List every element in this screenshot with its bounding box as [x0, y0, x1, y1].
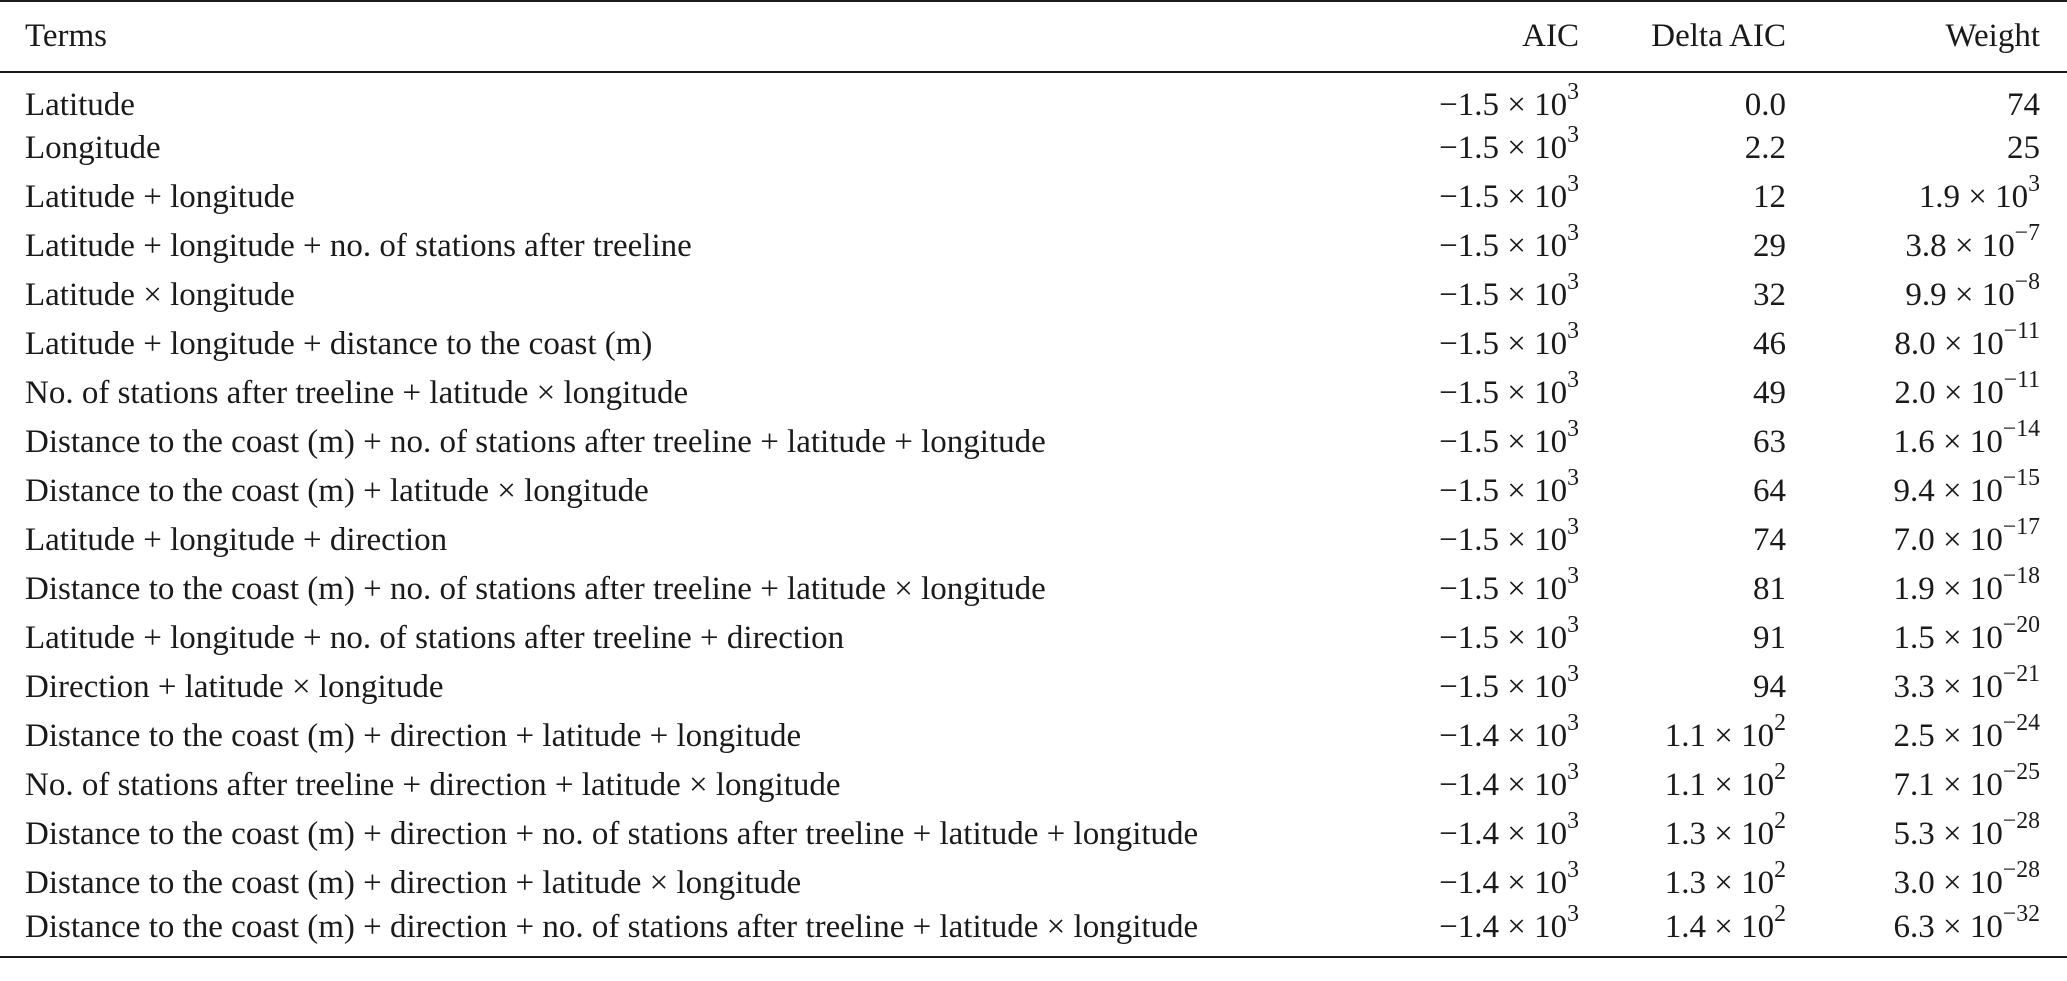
table-row: [0, 467, 2067, 516]
cell-aic-exponent: 3: [1567, 514, 1579, 541]
cell-weight-exponent: −28: [2002, 857, 2040, 884]
cell-delta-aic: [1609, 565, 1816, 614]
header-terms: Terms: [0, 1, 1377, 72]
cell-terms: Latitude + longitude + no. of stations after treeline: [25, 228, 692, 264]
cell-weight-exponent: −14: [2002, 416, 2040, 443]
cell-delta-aic-exponent: 2: [1774, 759, 1786, 786]
cell-aic-mantissa: −1.4 × 10: [1439, 718, 1568, 754]
cell-terms: Latitude + longitude + no. of stations after treeline + direction: [25, 620, 845, 656]
cell-delta-aic-mantissa: 32: [1753, 277, 1786, 313]
table-row: [0, 810, 2067, 859]
cell-aic: [1377, 614, 1609, 663]
cell-delta-aic: [1609, 418, 1816, 467]
cell-weight: [1816, 467, 2067, 516]
cell-weight-exponent: −11: [2003, 367, 2040, 394]
cell-aic-mantissa: −1.5 × 10: [1439, 620, 1568, 656]
cell-aic: [1377, 516, 1609, 565]
header-weight: Weight: [1816, 1, 2067, 72]
cell-terms: Distance to the coast (m) + direction + no. of stations after treeline + latitude × longitude: [0, 908, 1377, 957]
cell-delta-aic: [1609, 810, 1816, 859]
cell-delta-aic-mantissa: 81: [1753, 571, 1786, 607]
cell-delta-aic-mantissa: 91: [1753, 620, 1786, 656]
cell-delta-aic: [1609, 614, 1816, 663]
cell-weight-mantissa: 8.0 × 10: [1894, 326, 2004, 362]
cell-delta-aic-mantissa: 74: [1753, 522, 1786, 558]
table-row: [0, 173, 2067, 222]
cell-aic-mantissa: −1.5 × 10: [1439, 87, 1568, 123]
cell-aic-mantissa: −1.4 × 10: [1439, 767, 1568, 803]
cell-terms: No. of stations after treeline + latitude × longitude: [25, 375, 689, 411]
cell-delta-aic-mantissa: 94: [1753, 669, 1786, 705]
cell-aic-exponent: 3: [1567, 171, 1579, 198]
cell-aic-exponent: 3: [1567, 710, 1579, 737]
cell-delta-aic-mantissa: 1.1 × 10: [1664, 718, 1775, 754]
cell-delta-aic: [1609, 173, 1816, 222]
table-row: [0, 72, 2067, 124]
cell-aic-exponent: 3: [1567, 269, 1579, 296]
cell-aic-exponent: 3: [1567, 367, 1579, 394]
cell-delta-aic-mantissa: 64: [1753, 473, 1786, 509]
cell-delta-aic-exponent: 2: [1774, 710, 1786, 737]
cell-weight-exponent: −32: [2002, 900, 2040, 927]
cell-aic-mantissa: −1.5 × 10: [1439, 571, 1568, 607]
cell-weight-mantissa: 25: [2007, 130, 2040, 166]
cell-aic-mantissa: −1.5 × 10: [1439, 130, 1568, 166]
cell-weight-exponent: −17: [2002, 514, 2040, 541]
cell-aic-exponent: 3: [1567, 318, 1579, 345]
table-row: [0, 859, 2067, 908]
table-row: [0, 565, 2067, 614]
cell-aic: [1377, 467, 1609, 516]
cell-weight-exponent: −20: [2002, 612, 2040, 639]
cell-delta-aic-exponent: 2: [1774, 808, 1786, 835]
cell-weight: [1816, 712, 2067, 761]
cell-terms: Distance to the coast (m) + no. of stations after treeline + latitude + longitude: [25, 424, 1046, 460]
cell-terms: Latitude × longitude: [25, 277, 295, 313]
cell-aic-exponent: 3: [1567, 220, 1579, 247]
cell-delta-aic-mantissa: 1.3 × 10: [1664, 816, 1775, 852]
cell-aic: [1377, 222, 1609, 271]
cell-terms: Latitude: [25, 87, 135, 123]
cell-aic-exponent: 3: [1567, 122, 1579, 149]
cell-terms: Distance to the coast (m) + latitude × longitude: [25, 473, 649, 509]
cell-weight: [1816, 614, 2067, 663]
cell-delta-aic: [1609, 320, 1816, 369]
header-row: [0, 1, 2067, 72]
cell-aic-mantissa: −1.5 × 10: [1439, 522, 1568, 558]
cell-weight: [1816, 418, 2067, 467]
table-row: [0, 908, 2067, 957]
table-row: [0, 761, 2067, 810]
cell-weight-exponent: −25: [2002, 759, 2040, 786]
cell-delta-aic: [1609, 900, 1816, 957]
cell-weight-mantissa: 3.8 × 10: [1905, 228, 2015, 264]
cell-delta-aic: [1609, 761, 1816, 810]
cell-delta-aic-mantissa: 2.2: [1744, 130, 1786, 166]
cell-terms: Latitude + longitude: [25, 179, 295, 215]
table-header: [0, 1, 2067, 72]
cell-delta-aic-mantissa: 0.0: [1744, 87, 1786, 123]
cell-weight-exponent: −7: [2014, 220, 2040, 247]
cell-weight-mantissa: 1.6 × 10: [1893, 424, 2003, 460]
cell-aic-exponent: 3: [1567, 465, 1579, 492]
cell-weight-exponent: −11: [2003, 318, 2040, 345]
cell-aic-mantissa: −1.5 × 10: [1439, 326, 1568, 362]
cell-weight: [1816, 761, 2067, 810]
cell-weight-exponent: −18: [2002, 563, 2040, 590]
cell-aic-exponent: 3: [1567, 612, 1579, 639]
table-body: [0, 72, 2067, 957]
cell-aic-mantissa: −1.5 × 10: [1439, 669, 1568, 705]
cell-aic: [1377, 810, 1609, 859]
cell-delta-aic-mantissa: 1.3 × 10: [1664, 865, 1775, 901]
table-row: [0, 663, 2067, 712]
cell-delta-aic-exponent: 2: [1774, 857, 1786, 884]
cell-weight-mantissa: 1.9 × 10: [1918, 179, 2029, 215]
cell-weight-mantissa: 7.0 × 10: [1893, 522, 2003, 558]
cell-weight: [1816, 320, 2067, 369]
cell-aic: [1377, 663, 1609, 712]
cell-terms: Distance to the coast (m) + direction + no. of stations after treeline + latitude + longitude: [25, 816, 1199, 852]
cell-weight: [1816, 173, 2067, 222]
table-row: [0, 614, 2067, 663]
cell-weight: [1816, 516, 2067, 565]
cell-weight-mantissa: 6.3 × 10: [1893, 908, 2003, 945]
cell-aic: [1377, 712, 1609, 761]
cell-terms: Longitude: [25, 130, 161, 166]
cell-terms: Direction + latitude × longitude: [25, 669, 444, 705]
cell-weight-mantissa: 1.5 × 10: [1893, 620, 2003, 656]
cell-weight-mantissa: 1.9 × 10: [1893, 571, 2003, 607]
cell-weight: [1816, 124, 2067, 173]
cell-delta-aic: [1609, 467, 1816, 516]
header-delta-aic: Delta AIC: [1609, 1, 1816, 72]
cell-aic: [1377, 761, 1609, 810]
cell-terms: Distance to the coast (m) + direction + latitude + longitude: [25, 718, 802, 754]
cell-aic: [1377, 271, 1609, 320]
cell-weight-exponent: −8: [2014, 269, 2040, 296]
cell-aic: [1377, 72, 1609, 124]
cell-aic: [1377, 565, 1609, 614]
table-row: [0, 320, 2067, 369]
cell-terms: Distance to the coast (m) + no. of stations after treeline + latitude × longitude: [25, 571, 1046, 607]
cell-delta-aic-mantissa: 46: [1753, 326, 1786, 362]
cell-aic-mantissa: −1.5 × 10: [1439, 473, 1568, 509]
cell-weight-mantissa: 9.9 × 10: [1905, 277, 2015, 313]
cell-delta-aic: [1609, 516, 1816, 565]
cell-weight-mantissa: 3.3 × 10: [1893, 669, 2003, 705]
cell-weight-exponent: −24: [2002, 710, 2040, 737]
cell-aic-exponent: 3: [1567, 900, 1579, 927]
cell-aic: [1377, 320, 1609, 369]
cell-aic-exponent: 3: [1567, 857, 1579, 884]
cell-aic-mantissa: −1.5 × 10: [1439, 424, 1568, 460]
cell-delta-aic-exponent: 2: [1774, 900, 1786, 927]
cell-delta-aic: [1609, 271, 1816, 320]
cell-delta-aic: [1609, 222, 1816, 271]
cell-aic-mantissa: −1.5 × 10: [1439, 228, 1568, 264]
cell-weight-mantissa: 74: [2007, 87, 2040, 123]
cell-delta-aic-mantissa: 49: [1753, 375, 1786, 411]
cell-delta-aic: [1609, 72, 1816, 124]
table-row: [0, 418, 2067, 467]
cell-aic-exponent: 3: [1567, 808, 1579, 835]
cell-weight-exponent: −28: [2002, 808, 2040, 835]
cell-weight-mantissa: 5.3 × 10: [1893, 816, 2003, 852]
cell-weight-mantissa: 3.0 × 10: [1893, 865, 2003, 901]
cell-weight: [1816, 810, 2067, 859]
cell-delta-aic: [1609, 369, 1816, 418]
cell-aic-exponent: 3: [1567, 416, 1579, 443]
cell-delta-aic-mantissa: 12: [1753, 179, 1786, 215]
cell-aic-mantissa: −1.4 × 10: [1439, 865, 1568, 901]
cell-delta-aic: [1609, 712, 1816, 761]
cell-aic-mantissa: −1.5 × 10: [1439, 179, 1568, 215]
header-aic: AIC: [1377, 1, 1609, 72]
cell-aic-mantissa: −1.4 × 10: [1439, 908, 1568, 945]
table-row: [0, 124, 2067, 173]
cell-weight: [1816, 565, 2067, 614]
cell-aic-mantissa: −1.5 × 10: [1439, 277, 1568, 313]
cell-weight: [1816, 663, 2067, 712]
cell-weight: [1816, 271, 2067, 320]
cell-delta-aic: [1609, 663, 1816, 712]
cell-weight-mantissa: 2.0 × 10: [1894, 375, 2004, 411]
cell-delta-aic-mantissa: 1.1 × 10: [1664, 767, 1775, 803]
cell-weight-exponent: −21: [2002, 661, 2040, 688]
cell-aic-mantissa: −1.4 × 10: [1439, 816, 1568, 852]
cell-terms: No. of stations after treeline + direction + latitude × longitude: [25, 767, 841, 803]
cell-aic: [1377, 369, 1609, 418]
cell-weight-mantissa: 2.5 × 10: [1893, 718, 2003, 754]
cell-weight: [1816, 369, 2067, 418]
cell-weight-mantissa: 7.1 × 10: [1893, 767, 2003, 803]
table-row: [0, 516, 2067, 565]
cell-aic-mantissa: −1.5 × 10: [1439, 375, 1568, 411]
cell-weight-exponent: 3: [2028, 171, 2040, 198]
cell-weight-mantissa: 9.4 × 10: [1893, 473, 2003, 509]
cell-terms: Distance to the coast (m) + direction + latitude × longitude: [25, 865, 802, 901]
cell-aic-exponent: 3: [1567, 759, 1579, 786]
table-row: [0, 222, 2067, 271]
cell-weight-exponent: −15: [2002, 465, 2040, 492]
table-row: [0, 271, 2067, 320]
cell-weight: [1816, 222, 2067, 271]
cell-aic-exponent: 3: [1567, 661, 1579, 688]
cell-aic: [1377, 124, 1609, 173]
cell-delta-aic-mantissa: 29: [1753, 228, 1786, 264]
cell-aic-exponent: 3: [1567, 79, 1579, 106]
cell-weight: [1816, 72, 2067, 124]
cell-delta-aic: [1609, 124, 1816, 173]
table-row: [0, 369, 2067, 418]
cell-delta-aic-mantissa: 1.4 × 10: [1664, 908, 1775, 945]
cell-terms: Latitude + longitude + direction: [25, 522, 448, 558]
cell-terms: Latitude + longitude + distance to the coast (m): [25, 326, 653, 362]
table-row: [0, 712, 2067, 761]
cell-aic-exponent: 3: [1567, 563, 1579, 590]
cell-aic: [1377, 900, 1609, 957]
cell-weight: [1816, 900, 2067, 957]
cell-aic: [1377, 173, 1609, 222]
cell-aic: [1377, 418, 1609, 467]
cell-delta-aic-mantissa: 63: [1753, 424, 1786, 460]
